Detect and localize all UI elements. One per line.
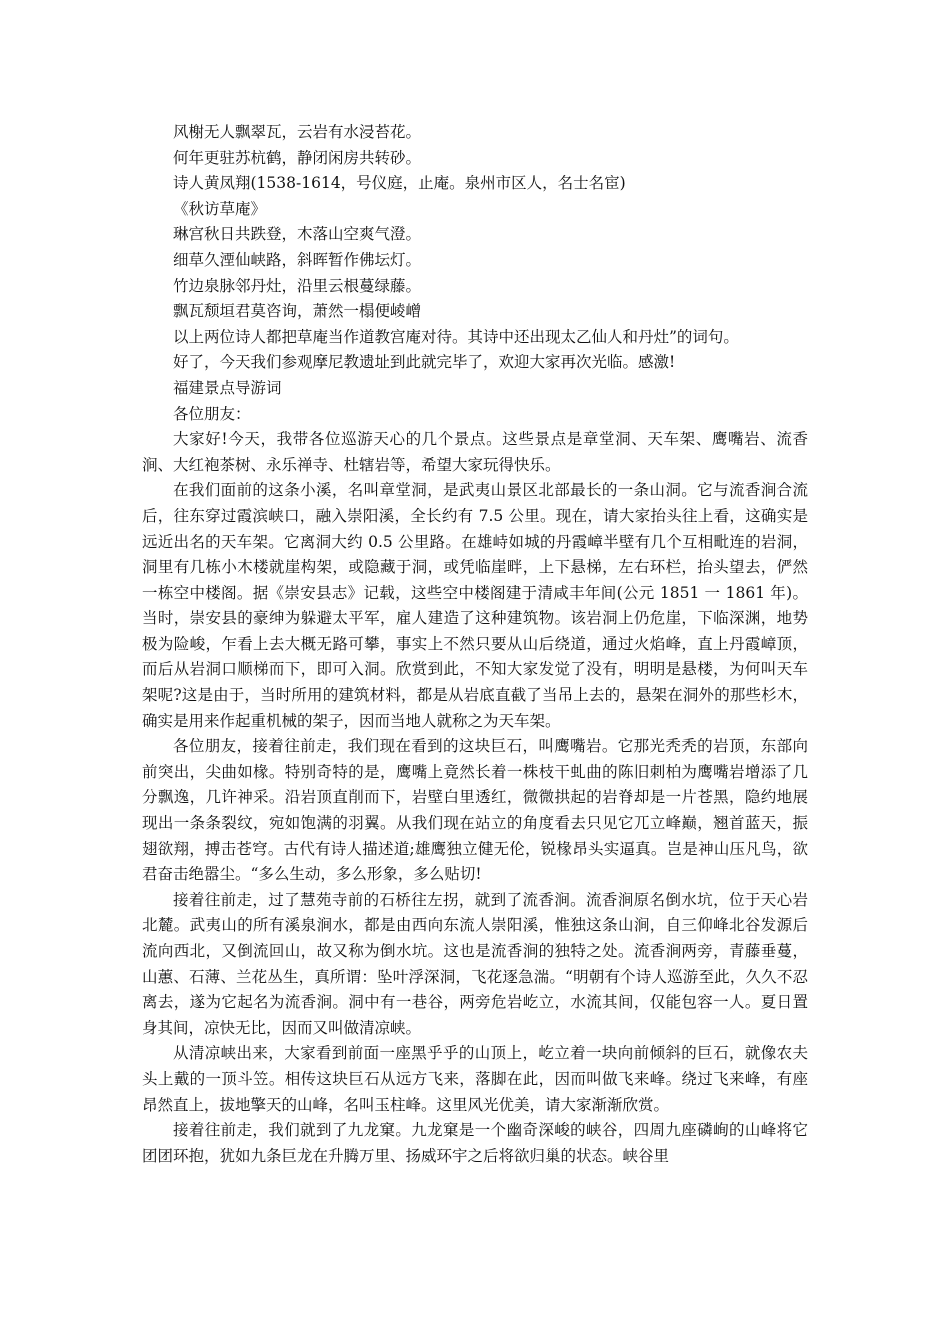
paragraph: 从清凉峡出来，大家看到前面一座黑乎乎的山顶上，屹立着一块向前倾斜的巨石，就像农夫头上戴的一顶斗笠。相传这块巨石从远方飞来，落脚在此，因而叫做飞来峰。绕过飞来峰，有座昂然直上，拔地擎天的山峰，名叫玉柱峰。这里风光优美，请大家渐渐欣赏。 (142, 1044, 808, 1114)
paragraph: 各位朋友，接着往前走，我们现在看到的这块巨石，叫鹰嘴岩。它那光秃秃的岩顶，东部向前突出，尖曲如椽。特别奇特的是，鹰嘴上竟然长着一株枝干虬曲的陈旧刺柏为鹰嘴岩增添了几分飘逸，几许神采。沿岩顶直削而下，岩壁白里透红，微微拱起的岩脊却是一片苍黑，隐约地展现出一条条裂纹，宛如饱满的羽翼。从我们现在站立的角度看去只见它兀立峰巅，翘首蓝天，振翅欲翔，搏击苍穹。古代有诗人描述道;雄鹰独立健无伦，锐椽昂头实逼真。岂是神山压凡鸟，欲君奋击绝嚣尘。“多么生动，多么形象，多么贴切! (142, 737, 808, 884)
poem-line: 风榭无人飘翠瓦，云岩有水浸苔花。 (173, 123, 422, 141)
poem-line: 琳宫秋日共跌登，木落山空爽气澄。 (173, 225, 422, 244)
paragraph: 好了，今天我们参观摩尼教遗址到此就完毕了，欢迎大家再次光临。感激! (173, 353, 676, 372)
poem-line: 竹边泉脉邻丹灶，沿里云根蔓绿藤。 (173, 276, 422, 295)
paragraph: 以上两位诗人都把草庵当作道教宫庵对待。其诗中还出现太乙仙人和丹灶”的词句。 (173, 327, 739, 346)
paragraph: 大家好!今天，我带各位巡游天心的几个景点。这些景点是章堂洞、天车架、鹰嘴岩、流香涧、大红袍茶树、永乐禅寺、杜辖岩等，希望大家玩得快乐。 (142, 430, 808, 474)
poem-line: 细草久湮仙峡路，斜晖暂作佛坛灯。 (173, 250, 422, 269)
poem-line: 飘瓦颓垣君莫咨询，萧然一榻便崚嶒 (173, 302, 422, 321)
poem-line: 何年更驻苏杭鹤，静闭闲房共转砂。 (173, 148, 422, 167)
paragraph: 接着往前走，过了慧苑寺前的石桥往左拐，就到了流香涧。流香涧原名倒水坑，位于天心岩北麓。武夷山的所有溪泉涧水，都是由西向东流人崇阳溪，惟独这条山涧，自三仰峰北谷发源后流向西北，又倒流回山，故又称为倒水坑。这也是流香涧的独特之处。流香涧两旁，青藤垂蔓，山蕙、石薄、兰花丛生，真所谓：坠叶浮深洞，飞花逐急湍。“明朝有个诗人巡游至此，久久不忍离去，遂为它起名为流香涧。洞中有一巷谷，两旁危岩屹立，水流其间，仅能包容一人。夏日置身其间，凉快无比，因而又叫做清凉峡。 (142, 890, 808, 1037)
greeting: 各位朋友： (173, 404, 251, 423)
paragraph: 接着往前走，我们就到了九龙窠。九龙窠是一个幽奇深峻的峡谷，四周九座磷峋的山峰将它团团环抱，犹如九条巨龙在升腾万里、扬威环宇之后将欲归巢的状态。峡谷里 (142, 1121, 808, 1165)
document-body (142, 120, 808, 1169)
section-title: 福建景点导游词 (173, 378, 282, 397)
paragraph: 在我们面前的这条小溪，名叫章堂洞，是武夷山景区北部最长的一条山洞。它与流香涧合流后，往东穿过霞滨峡口，融入崇阳溪，全长约有 7.5 公里。现在，请大家抬头往上看，这确实是远近出名的天车架。它离洞大约 0.5 公里路。在雄峙如城的丹霞嶂半壁有几个互相毗连的岩洞，洞里有几栋小木楼就崖构架，或隐藏于洞，或凭临崖畔，上下悬梯，左右环栏，抬头望去，俨然一栋空中楼阁。据《崇安县志》记载，这些空中楼阁建于清咸丰年间(公元 1851 一 1861 年)。当时，崇安县的豪绅为躲避太平军，雇人建造了这种建筑物。该岩洞上仍危崖，下临深渊，地势极为险峻，乍看上去大概无路可攀，事实上不然只要从山后绕道，通过火焰峰，直上丹霞嶂顶，而后从岩洞口顺梯而下，即可入洞。欣赏到此，不知大家发觉了没有，明明是悬楼，为何叫天车架呢?这是由于，当时所用的建筑材料，都是从岩底直截了当吊上去的，悬架在洞外的那些杉木，确实是用来作起重机械的架子，因而当地人就称之为天车架。 (142, 481, 808, 730)
poem-title: 《秋访草庵》 (173, 199, 267, 218)
poet-note: 诗人黄凤翔(1538-1614，号仪庭，止庵。泉州市区人，名士名宦) (173, 174, 626, 193)
